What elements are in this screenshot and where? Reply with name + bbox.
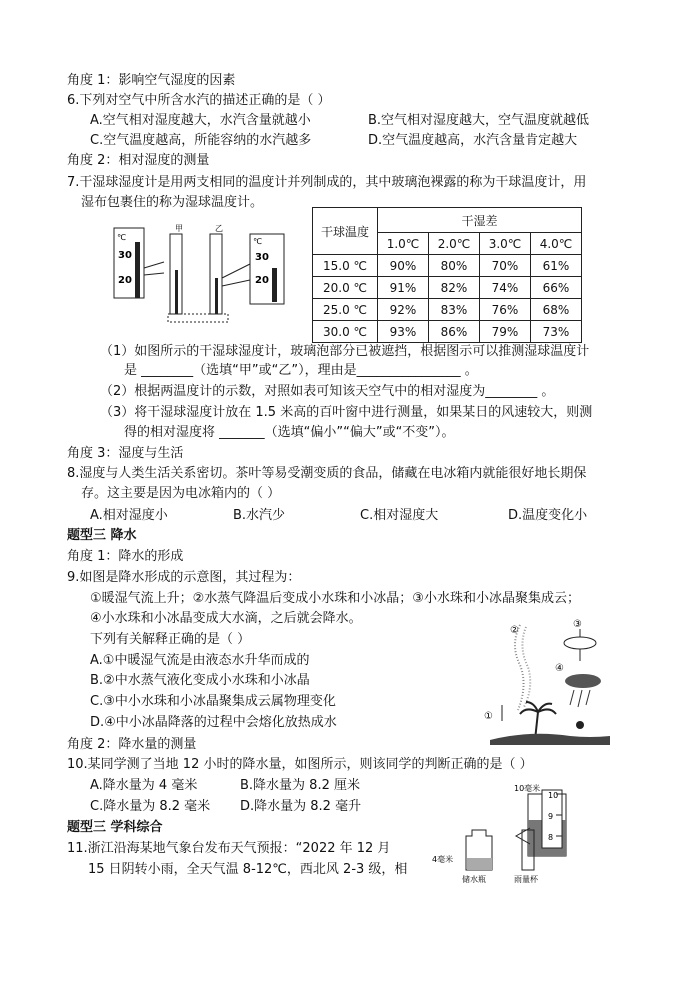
table-cell: 61%	[531, 255, 582, 277]
humidity-table	[312, 207, 582, 343]
section-label: 角度 1：降水的形成	[67, 549, 184, 564]
section-label: 角度 1：影响空气湿度的因素	[67, 73, 236, 88]
label-10mm: 10毫米	[514, 784, 541, 793]
q10-option-b: B.降水量为 8.2 厘米	[240, 778, 360, 793]
q7-sub1: （1）如图所示的干湿球湿度计，玻璃泡部分已被遮挡，根据图示可以推测湿球温度计	[100, 344, 590, 359]
tick-20-left: 20	[118, 275, 132, 286]
question-7: 7.干湿球湿度计是用两支相同的温度计并列制成的，其中玻璃泡裸露的称为干球温度计，用	[67, 175, 587, 190]
unit-label: ℃	[253, 237, 262, 246]
table-row	[313, 255, 582, 277]
question-6: 6.下列对空气中所含水汽的描述正确的是（ ）	[67, 93, 331, 108]
table-cell: 79%	[480, 321, 531, 343]
step-4-label: ④	[555, 663, 564, 674]
q6-option-d: D.空气温度越高，水汽含量肯定越大	[368, 133, 578, 148]
rain-gauge-figure	[430, 780, 605, 885]
q9-prompt: 下列有关解释正确的是（ ）	[90, 632, 251, 647]
table-cell: 74%	[480, 277, 531, 299]
section-label: 角度 2：相对湿度的测量	[67, 153, 210, 168]
table-row	[313, 321, 582, 343]
table-cell: 68%	[531, 299, 582, 321]
tick-10: 10	[548, 791, 559, 800]
dry-wet-diff-header: 干湿差	[378, 208, 582, 233]
q8-option-b: B.水汽少	[233, 508, 286, 523]
question-9: 9.如图是降水形成的示意图，其过程为：	[67, 570, 301, 585]
table-cell: 80%	[429, 255, 480, 277]
q8-option-a: A.相对湿度小	[90, 508, 168, 523]
tick-30-right: 30	[255, 252, 269, 263]
table-cell: 73%	[531, 321, 582, 343]
section-label: 角度 2：降水量的测量	[67, 737, 197, 752]
q6-option-a: A.空气相对湿度越大，水汽含量就越小	[90, 113, 311, 128]
label-cup: 雨量杯	[514, 875, 538, 884]
table-cell: 86%	[429, 321, 480, 343]
label-jia: 甲	[175, 224, 183, 233]
col-header: 4.0℃	[531, 233, 582, 255]
table-cell: 83%	[429, 299, 480, 321]
thermometer-figure	[112, 220, 302, 330]
q10-option-a: A.降水量为 4 毫米	[90, 778, 198, 793]
unit-label: ℃	[117, 233, 126, 242]
table-row	[313, 277, 582, 299]
table-cell: 90%	[378, 255, 429, 277]
table-row	[313, 299, 582, 321]
q8-option-c: C.相对湿度大	[360, 508, 439, 523]
table-cell: 76%	[480, 299, 531, 321]
tick-30-left: 30	[118, 250, 132, 261]
question-11-cont: 15 日阴转小雨，全天气温 8-12℃，西北风 2-3 级，相	[88, 862, 408, 877]
table-cell: 82%	[429, 277, 480, 299]
table-cell: 15.0 ℃	[313, 255, 378, 277]
q7-sub1-blank: 是 ________（选填“甲”或“乙”），理由是________________ 。	[124, 363, 478, 378]
q9-option-d: D.④中小冰晶降落的过程中会熔化放热成水	[90, 715, 337, 730]
table-cell: 91%	[378, 277, 429, 299]
label-yi: 乙	[215, 224, 223, 233]
table-cell: 25.0 ℃	[313, 299, 378, 321]
step-1-label: ①	[484, 711, 493, 722]
col-header: 2.0℃	[429, 233, 480, 255]
label-4mm: 4毫米	[432, 855, 454, 864]
table-cell: 93%	[378, 321, 429, 343]
question-11: 11.浙江沿海某地气象台发布天气预报：“2022 年 12 月	[67, 841, 391, 856]
col-header: 3.0℃	[480, 233, 531, 255]
section-heading: 题型三 学科综合	[67, 820, 163, 835]
tick-8: 8	[548, 833, 554, 842]
q9-option-a: A.①中暖湿气流是由液态水升华而成的	[90, 653, 310, 668]
q8-option-d: D.温度变化小	[508, 508, 588, 523]
q6-option-b: B.空气相对湿度越大，空气温度就越低	[368, 113, 590, 128]
table-cell: 66%	[531, 277, 582, 299]
q9-option-b: B.②中水蒸气液化变成小水珠和小冰晶	[90, 673, 310, 688]
section-label: 角度 3：湿度与生活	[67, 446, 184, 461]
question-7-cont: 湿布包裹住的称为湿球温度计。	[81, 195, 264, 210]
col-header: 1.0℃	[378, 233, 429, 255]
question-8-cont: 存。这主要是因为电冰箱内的（ ）	[81, 486, 281, 501]
q6-option-c: C.空气温度越高，所能容纳的水汽越多	[90, 133, 312, 148]
label-bottle: 储水瓶	[462, 875, 486, 884]
q7-sub2: （2）根据两温度计的示数，对照如表可知该天空气中的相对湿度为________ 。	[100, 384, 555, 399]
step-2-label: ②	[510, 625, 519, 636]
section-heading: 题型三 降水	[67, 528, 137, 543]
tick-20-right: 20	[255, 275, 269, 286]
q9-process-1: ①暖湿气流上升；②水蒸气降温后变成小水珠和小冰晶；③小水珠和小冰晶聚集成云；	[90, 591, 580, 606]
table-cell: 92%	[378, 299, 429, 321]
q10-option-d: D.降水量为 8.2 毫升	[240, 799, 362, 814]
q7-sub3: （3）将干湿球湿度计放在 1.5 米高的百叶窗中进行测量，如果某日的风速较大，则测	[100, 405, 593, 420]
q7-sub3-blank: 得的相对湿度将 _______（选填“偏小”“偏大”或“不变”）。	[124, 425, 455, 440]
tick-9: 9	[548, 812, 554, 821]
q9-process-2: ④小水珠和小冰晶变成大水滴，之后就会降水。	[90, 611, 362, 626]
q10-option-c: C.降水量为 8.2 毫米	[90, 799, 211, 814]
precipitation-figure	[480, 615, 610, 745]
dry-bulb-header: 干球温度	[313, 208, 378, 255]
step-3-label: ③	[573, 619, 582, 630]
question-10: 10.某同学测了当地 12 小时的降水量，如图所示，则该同学的判断正确的是（ ）	[67, 757, 533, 772]
table-cell: 70%	[480, 255, 531, 277]
table-cell: 30.0 ℃	[313, 321, 378, 343]
question-8: 8.湿度与人类生活关系密切。茶叶等易受潮变质的食品，储藏在电冰箱内就能很好地长期保	[67, 466, 587, 481]
table-cell: 20.0 ℃	[313, 277, 378, 299]
q9-option-c: C.③中小水珠和小冰晶聚集成云属物理变化	[90, 694, 336, 709]
